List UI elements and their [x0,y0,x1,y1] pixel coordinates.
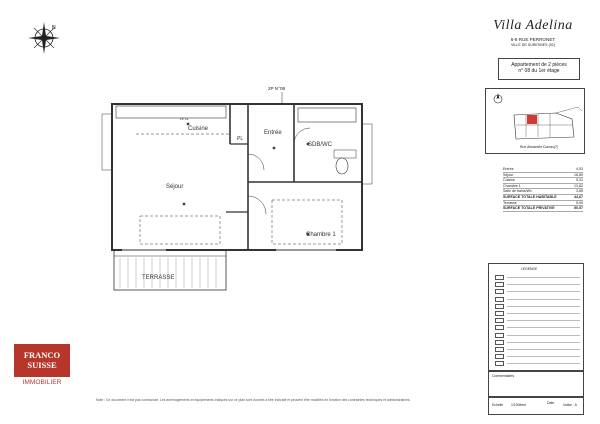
legend-label-placeholder [507,327,580,328]
legend-item [495,353,580,360]
legend-item [495,281,580,288]
field1-label: Echelle [492,403,504,407]
project-title: Villa Adelina [493,18,573,33]
legend-symbol-icon [495,297,504,302]
surface-label: Séjour [503,172,514,177]
surface-label: Entrée [503,167,514,171]
logo-line3: IMMOBILIER [22,379,62,386]
surface-value: 16,89 [574,172,583,177]
project-city: VILLE DE SURESNES (92) [511,43,555,47]
surface-value: 13,82 [574,183,583,188]
legend-panel [488,263,584,371]
legend-label-placeholder [507,313,580,314]
logo-line2: SUISSE [27,360,57,370]
apartment-line1: Appartement de 2 pièces [511,62,567,68]
field1-value: 1/100ème [511,403,527,407]
title-block [488,18,578,47]
legend-label-placeholder [507,349,580,350]
svg-text:N: N [52,25,56,31]
legend-item [495,288,580,295]
floor-plan-drawing [96,84,386,306]
surface-value: 3,85 [576,189,583,194]
unit-code: 2P N°08 [268,86,286,91]
legend-label-placeholder [507,356,580,357]
project-address: 6-8 RUE PERRONET [510,37,556,42]
legend-symbol-icon [495,325,504,330]
floor-plan [96,84,386,306]
legend-item [495,346,580,353]
legend-label-placeholder [507,320,580,321]
keymap-caption: Rue Alexandre Dumas(?) [519,145,559,149]
legend-symbol-icon [495,333,504,338]
apartment-box [498,58,580,80]
logo-line1: FRANCO [23,350,61,360]
room-label-entree: Entrée [264,130,282,136]
legend-symbol-icon [495,311,504,316]
legend-symbol-icon [495,304,504,309]
legend-item [495,274,580,281]
room-label-pl: PL [237,136,244,142]
room-label-sdb: SDB/WC [308,142,332,148]
legend-label-placeholder [507,335,580,336]
legend-symbol-icon [495,318,504,323]
legend-label-placeholder [507,306,580,307]
apartment-line2: n° 08 du 1er étage [518,68,560,74]
surface-label: Chambre 1 [503,183,521,188]
north-arrow-icon [494,93,502,103]
room-label-sejour: Séjour [166,184,184,190]
legend-symbol-icon [495,347,504,352]
legend-label-placeholder [507,277,580,278]
legend-symbol-icon [495,354,504,359]
surface-value: 50,57 [574,206,583,211]
surface-label: SURFACE TOTALE HABITABLE [503,194,557,199]
keymap-panel [485,88,585,154]
legend-symbol-icon [495,340,504,345]
legend-label-placeholder [507,299,580,300]
room-label-chambre: Chambre 1 [306,232,336,238]
surface-label: Salle de bains/Wc [503,189,532,194]
legend-symbol-icon [495,282,504,287]
legend-item [495,310,580,317]
legend-item [495,360,580,367]
surface-label: Cuisine [503,178,515,183]
legend-item [495,317,580,324]
disclaimer [96,398,466,402]
surface-label: SURFACE TOTALE PRIVATIVE [503,206,555,211]
room-label-terrasse: TERRASSE [142,275,175,281]
room-label-lvll: LV LL [180,117,189,121]
surfaces-table [503,167,583,212]
footer-fields [488,397,584,415]
comments-box [488,371,584,397]
field2-label: Date [547,401,555,405]
agency-logo [14,344,70,390]
room-label-cuisine: Cuisine [188,126,209,132]
legend-label-placeholder [507,284,580,285]
legend-label-placeholder [507,342,580,343]
surface-row [503,206,583,212]
compass-icon [26,20,62,56]
legend-symbol-icon [495,275,504,280]
legend-item [495,303,580,310]
legend-symbol-icon [495,361,504,366]
legend-item [495,332,580,339]
surface-value: 44,67 [574,194,583,199]
surface-label: Terrasse [503,200,517,205]
surface-value: 5,90 [576,200,583,205]
comments-label: Commentaires [492,374,515,378]
legend-symbol-icon [495,289,504,294]
disclaimer-text: Note : Ce document n'est pas contractuel. Les aménagements et équipements indiqués sur ce plan sont donnés à titre indicatif et peuvent être modifiés en fonction des contraintes techniques et administratives. [96,398,411,402]
surface-value: 4,53 [576,167,583,171]
surface-value: 5,31 [576,178,583,183]
legend-label-placeholder [507,363,580,364]
legend-label-placeholder [507,291,580,292]
legend-title: LEGENDE [521,267,538,271]
indice-label: Indice : A [563,403,577,407]
legend-item [495,296,580,303]
legend-item [495,339,580,346]
legend-item [495,324,580,331]
